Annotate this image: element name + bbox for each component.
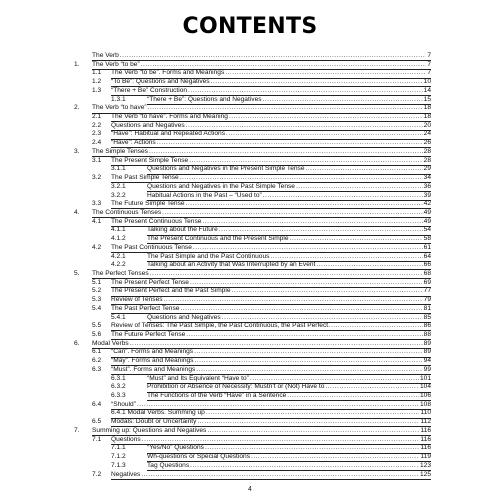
- toc-leader-dots: [202, 218, 422, 227]
- toc-entry-title: The Future Perfect Tense: [111, 331, 186, 338]
- toc-leader-dots: [250, 375, 419, 384]
- toc-entry-page: 112: [420, 418, 431, 426]
- toc-entry-title: Review of Tenses: The Past Simple, the Past Continuous, the Past Perfect.: [111, 322, 330, 330]
- toc-entry: [74, 401, 431, 410]
- toc-entry-page: 108: [419, 400, 431, 408]
- toc-entry-number: 7.1.1: [111, 444, 126, 452]
- toc-entry-title: Questions and Negatives in the Present Simple Tense: [147, 165, 305, 173]
- toc-entry-page: 42: [423, 200, 431, 208]
- toc-leader-dots: [263, 192, 423, 201]
- toc-entry-number: 6.3.3: [111, 392, 126, 400]
- toc-entry-number: 2.3: [92, 130, 102, 138]
- toc-entry: [74, 104, 431, 113]
- toc-entry-title: The Verb “to have”: [92, 104, 147, 112]
- page-number: 4: [248, 486, 252, 493]
- toc-entry-page: 106: [419, 392, 431, 400]
- toc-leader-dots: [306, 165, 423, 174]
- toc-entry: [74, 340, 431, 349]
- toc-entry-title: The Past Simple Tense: [111, 174, 179, 182]
- toc-entry-number: 6.: [74, 339, 80, 347]
- toc-entry: [74, 69, 431, 78]
- toc-entry-number: 4.1: [92, 217, 102, 225]
- toc-entry: [74, 287, 431, 296]
- toc-entry-page: 125: [419, 470, 431, 478]
- toc-leader-dots: [180, 305, 422, 314]
- toc-entry-page: 86: [423, 322, 431, 330]
- toc-leader-dots: [289, 235, 422, 244]
- toc-entry-number: 4.: [74, 208, 80, 216]
- toc-leader-dots: [194, 357, 422, 366]
- toc-entry-title: “Have”: Actions: [111, 139, 156, 147]
- toc-entry-title: The Past Perfect Tense: [111, 304, 180, 312]
- toc-leader-dots: [231, 287, 422, 296]
- toc-entry-title: Review of Tenses: [111, 296, 163, 304]
- toc-entry-title: “Yes/No” Questions: [147, 444, 204, 452]
- toc-entry-number: 4.2.2: [111, 261, 126, 269]
- toc-entry: [74, 270, 431, 279]
- toc-entry-title: The Present Perfect and the Past Simple: [111, 287, 231, 295]
- toc-entry-number: 7.1.3: [111, 461, 126, 469]
- toc-entry: [74, 244, 431, 253]
- toc-entry-number: 4.1.2: [111, 235, 126, 243]
- toc-entry-title: “To Be”: Questions and Negatives: [111, 78, 210, 86]
- toc-entry: [74, 253, 431, 262]
- toc-entry-page: 110: [420, 409, 431, 417]
- toc-entry-number: 6.3: [92, 365, 102, 373]
- toc-leader-dots: [137, 401, 419, 410]
- toc-entry-title: Questions: [111, 435, 141, 443]
- toc-entry-title: The Present Simple Tense: [111, 156, 189, 164]
- toc-leader-dots: [287, 392, 419, 401]
- toc-entry-title: Questions and Negatives: [111, 121, 185, 129]
- toc-entry-page: 64: [423, 252, 431, 260]
- toc-entry: [74, 471, 431, 480]
- toc-entry-title: “There + Be” Construction: [111, 86, 188, 94]
- toc-leader-dots: [270, 253, 422, 262]
- toc-entry-number: 5.4.1: [111, 313, 126, 321]
- toc-entry-page: 66: [423, 261, 431, 269]
- toc-entry-page: 7: [427, 52, 431, 59]
- toc-leader-dots: [296, 183, 423, 192]
- toc-entry-page: 116: [420, 435, 431, 443]
- toc-leader-dots: [194, 348, 423, 357]
- toc-entry-title: Modal Verbs: [92, 339, 129, 347]
- toc-entry-title: “May”. Forms and Meanings: [111, 357, 194, 365]
- toc-entry: [74, 192, 431, 201]
- toc-entry: [74, 314, 431, 323]
- toc-leader-dots: [142, 436, 420, 445]
- toc-leader-dots: [188, 87, 423, 96]
- toc-entry-page: 7: [427, 60, 431, 68]
- toc-entry: [74, 261, 431, 270]
- toc-entry-title: The Perfect Tenses: [92, 269, 149, 277]
- toc-entry-title: Questions and Negatives in the Past Simple Tense: [147, 182, 295, 190]
- toc-entry: [74, 409, 431, 418]
- toc-leader-dots: [263, 96, 423, 105]
- toc-leader-dots: [211, 78, 423, 87]
- toc-leader-dots: [196, 366, 422, 375]
- toc-entry: [74, 157, 431, 166]
- toc-entry-page: 54: [423, 226, 431, 234]
- toc-leader-dots: [130, 340, 423, 349]
- toc-entry: [74, 462, 431, 471]
- toc-entry-number: 5.4: [92, 304, 102, 312]
- toc-leader-dots: [225, 69, 426, 78]
- toc-leader-dots: [190, 279, 423, 288]
- toc-leader-dots: [222, 314, 423, 323]
- toc-entry-page: 26: [423, 139, 431, 147]
- toc-entry-title: 6.4.1 Modal Verbs. Summing up: [111, 409, 205, 417]
- toc-entry-title: The Functions of the Verb “Have” in a Sentence: [147, 392, 287, 400]
- toc-entry: [74, 348, 431, 357]
- toc-entry-number: 7.2: [92, 470, 102, 478]
- toc-entry-page: 94: [423, 357, 431, 365]
- toc-entry-number: 2.2: [92, 121, 102, 129]
- toc-leader-dots: [120, 52, 427, 61]
- toc-entry-title: Summing up: Questions and Negatives: [92, 426, 207, 434]
- toc-leader-dots: [226, 130, 423, 139]
- toc-entry: [74, 375, 431, 384]
- toc-entry-number: 3.1.1: [111, 165, 126, 173]
- toc-entry-page: 36: [423, 182, 431, 190]
- toc-entry-title: “Have”: Habitual and Repeated Actions: [111, 130, 225, 138]
- toc-leader-dots: [148, 104, 423, 113]
- toc-entry-page: 89: [423, 339, 431, 347]
- toc-entry-number: 1.1: [92, 69, 102, 77]
- toc-entry-number: 2.4: [92, 139, 102, 147]
- toc-entry: [74, 174, 431, 183]
- toc-entry-title: Talking about an Activity that Was Interrupted by an Event: [147, 261, 316, 269]
- toc-leader-dots: [325, 383, 419, 392]
- toc-entry-number: 1.3: [92, 86, 102, 94]
- toc-leader-dots: [186, 331, 422, 340]
- page-title: CONTENTS: [182, 14, 318, 39]
- toc-entry-page: 77: [423, 287, 431, 295]
- toc-entry: [74, 165, 431, 174]
- toc-entry-page: 28: [423, 147, 431, 155]
- toc-leader-dots: [150, 270, 423, 279]
- toc-entry: [74, 122, 431, 131]
- toc-entry-title: The Verb “to be”. Forms and Meanings: [111, 69, 225, 77]
- toc-entry-number: 2.: [74, 104, 80, 112]
- toc-entry-number: 3.2: [92, 174, 102, 182]
- toc-entry-page: 99: [423, 365, 431, 373]
- toc-entry-page: 18: [423, 113, 431, 121]
- toc-entry: [74, 235, 431, 244]
- toc-entry-number: 7.: [74, 426, 80, 434]
- toc-leader-dots: [186, 122, 423, 131]
- toc-entry-number: 3.2.2: [111, 191, 126, 199]
- toc-leader-dots: [229, 113, 423, 122]
- toc-entry: [74, 87, 431, 96]
- toc-entry-number: 5.2: [92, 287, 102, 295]
- toc-entry-number: 6.5: [92, 418, 102, 426]
- toc-entry: [74, 183, 431, 192]
- toc-entry: [74, 331, 431, 340]
- toc-leader-dots: [141, 61, 427, 70]
- toc-entry-number: 3.: [74, 147, 80, 155]
- toc-entry-number: 2.1: [92, 113, 102, 121]
- toc-entry-page: 68: [423, 269, 431, 277]
- toc-entry: [74, 392, 431, 401]
- toc-entry-page: 123: [419, 461, 431, 469]
- toc-entry-page: 18: [423, 104, 431, 112]
- toc-leader-dots: [180, 174, 423, 183]
- toc-entry: [74, 427, 431, 436]
- toc-entry-title: Prohibition or Absence of Necessity: Mustn’t or (Not) Have to: [147, 383, 325, 391]
- toc-entry-number: 5.: [74, 269, 80, 277]
- toc-entry-page: 28: [423, 156, 431, 164]
- toc-entry-page: 20: [423, 121, 431, 129]
- toc-entry: [74, 78, 431, 87]
- toc-entry-number: 6.4: [92, 400, 102, 408]
- toc-entry-number: 6.3.1: [111, 374, 126, 382]
- toc-entry-title: Negatives: [111, 470, 141, 478]
- toc-leader-dots: [193, 244, 423, 253]
- toc-entry-page: 101: [419, 374, 431, 382]
- toc-entry-number: 1.: [74, 60, 80, 68]
- toc-entry-title: Modals: Doubt or Uncertainty: [111, 418, 197, 426]
- toc-entry-title: The Past Simple and the Past Continuous: [147, 252, 270, 260]
- toc-entry-number: 5.1: [92, 278, 102, 286]
- toc-leader-dots: [316, 261, 422, 270]
- toc-entry: [74, 305, 431, 314]
- toc-leader-dots: [205, 444, 420, 453]
- toc-leader-dots: [157, 139, 423, 148]
- toc-entry-title: Habitual Actions in the Past – “Used to”: [147, 191, 262, 199]
- toc-entry-number: 7.1.2: [111, 453, 126, 461]
- toc-entry-title: The Past Continuous Tense: [111, 243, 192, 251]
- toc-entry: [74, 444, 431, 453]
- toc-entry-page: 81: [423, 304, 431, 312]
- toc-entry-number: 3.3: [92, 200, 102, 208]
- toc-entry-page: 89: [423, 348, 431, 356]
- toc-entry-title: The Present Continuous Tense: [111, 217, 202, 225]
- toc-leader-dots: [149, 148, 423, 157]
- toc-leader-dots: [164, 296, 423, 305]
- toc-entry-number: 4.2.1: [111, 252, 126, 260]
- table-of-contents: [74, 52, 431, 479]
- toc-entry-title: The Future Simple Tense: [111, 200, 185, 208]
- toc-entry-number: 4.2: [92, 243, 102, 251]
- toc-entry: [74, 130, 431, 139]
- toc-entry: [74, 52, 431, 61]
- toc-entry: [74, 113, 431, 122]
- toc-entry-title: Talking about the Future: [147, 226, 218, 234]
- toc-entry: [74, 61, 431, 70]
- toc-entry: [74, 383, 431, 392]
- toc-entry-page: 7: [427, 69, 431, 77]
- toc-entry-title: Questions and Negatives: [147, 313, 221, 321]
- toc-entry: [74, 322, 431, 331]
- toc-entry: [74, 436, 431, 445]
- toc-entry-number: 5.5: [92, 322, 102, 330]
- toc-leader-dots: [189, 157, 422, 166]
- toc-leader-dots: [219, 226, 423, 235]
- toc-entry-title: The Present Continuous and the Present Simple: [147, 235, 289, 243]
- toc-entry: [74, 279, 431, 288]
- toc-entry-title: The Verb “to be”: [92, 60, 140, 68]
- toc-entry-number: 5.6: [92, 331, 102, 338]
- toc-entry-line: [111, 471, 431, 480]
- toc-entry-page: 15: [423, 95, 431, 103]
- toc-entry: [74, 226, 431, 235]
- toc-entry: [74, 209, 431, 218]
- toc-entry-page: 69: [423, 278, 431, 286]
- toc-entry-page: 39: [423, 191, 431, 199]
- toc-entry: [74, 357, 431, 366]
- toc-entry-number: 4.1.1: [111, 226, 126, 234]
- toc-leader-dots: [197, 418, 419, 427]
- toc-entry-number: 3.1: [92, 156, 102, 164]
- toc-entry-page: 119: [420, 453, 431, 461]
- toc-entry-page: 24: [423, 130, 431, 138]
- toc-entry-page: 116: [420, 426, 431, 434]
- toc-entry-number: 6.1: [92, 348, 102, 356]
- toc-leader-dots: [141, 471, 419, 480]
- toc-entry-title: The Present Perfect Tense: [111, 278, 189, 286]
- toc-entry-title: “Should”: [111, 400, 136, 408]
- toc-leader-dots: [206, 409, 420, 418]
- toc-leader-dots: [207, 427, 419, 436]
- toc-entry-page: 88: [423, 331, 431, 338]
- toc-entry-page: 49: [423, 208, 431, 216]
- toc-entry-number: 6.2: [92, 357, 102, 365]
- toc-entry-page: 116: [420, 444, 431, 452]
- toc-entry-title: The Simple Tenses: [92, 147, 148, 155]
- toc-entry-page: 10: [423, 78, 431, 86]
- toc-entry-page: 61: [423, 243, 431, 251]
- toc-entry: [74, 200, 431, 209]
- toc-entry-page: 34: [423, 174, 431, 182]
- toc-entry-number: 1.2: [92, 78, 102, 86]
- toc-entry: [74, 418, 431, 427]
- toc-entry-title: The Verb: [92, 52, 119, 59]
- toc-leader-dots: [190, 462, 419, 471]
- toc-entry: [74, 296, 431, 305]
- toc-entry: [74, 453, 431, 462]
- toc-leader-dots: [186, 200, 423, 209]
- toc-entry-page: 104: [419, 383, 431, 391]
- toc-entry-page: 49: [423, 217, 431, 225]
- toc-entry-title: Tag Questions: [147, 461, 190, 469]
- toc-leader-dots: [251, 453, 419, 462]
- toc-entry-page: 79: [423, 296, 431, 304]
- toc-leader-dots: [331, 322, 423, 331]
- toc-entry: [74, 96, 431, 105]
- toc-entry: [74, 148, 431, 157]
- toc-entry-title: The Continuous Tenses: [92, 208, 162, 216]
- toc-entry-title: Wh-questions or Special Questions: [147, 453, 250, 461]
- toc-entry: [74, 139, 431, 148]
- toc-entry-page: 58: [423, 235, 431, 243]
- toc-leader-dots: [162, 209, 422, 218]
- toc-entry-number: 5.3: [92, 296, 102, 304]
- toc-entry-title: “There + Be”: Questions and Negatives: [147, 95, 262, 103]
- toc-entry: [74, 366, 431, 375]
- toc-entry-title: “Can”. Forms and Meanings: [111, 348, 194, 356]
- toc-entry-title: The Verb “to have”. Forms and Meaning: [111, 113, 228, 121]
- toc-entry-number: 3.2.1: [111, 182, 126, 190]
- toc-entry-number: 7.1: [92, 435, 102, 443]
- toc-entry: [74, 218, 431, 227]
- toc-entry-title: “Must”. Forms and Meanings: [111, 365, 196, 373]
- toc-entry-page: 85: [423, 313, 431, 321]
- toc-entry-page: 14: [423, 86, 431, 94]
- toc-entry-title: “Must” and Its Equivalent “Have to”: [147, 374, 249, 382]
- toc-entry-number: 1.3.1: [111, 95, 126, 103]
- toc-entry-page: 29: [423, 165, 431, 173]
- toc-entry-number: 6.3.2: [111, 383, 126, 391]
